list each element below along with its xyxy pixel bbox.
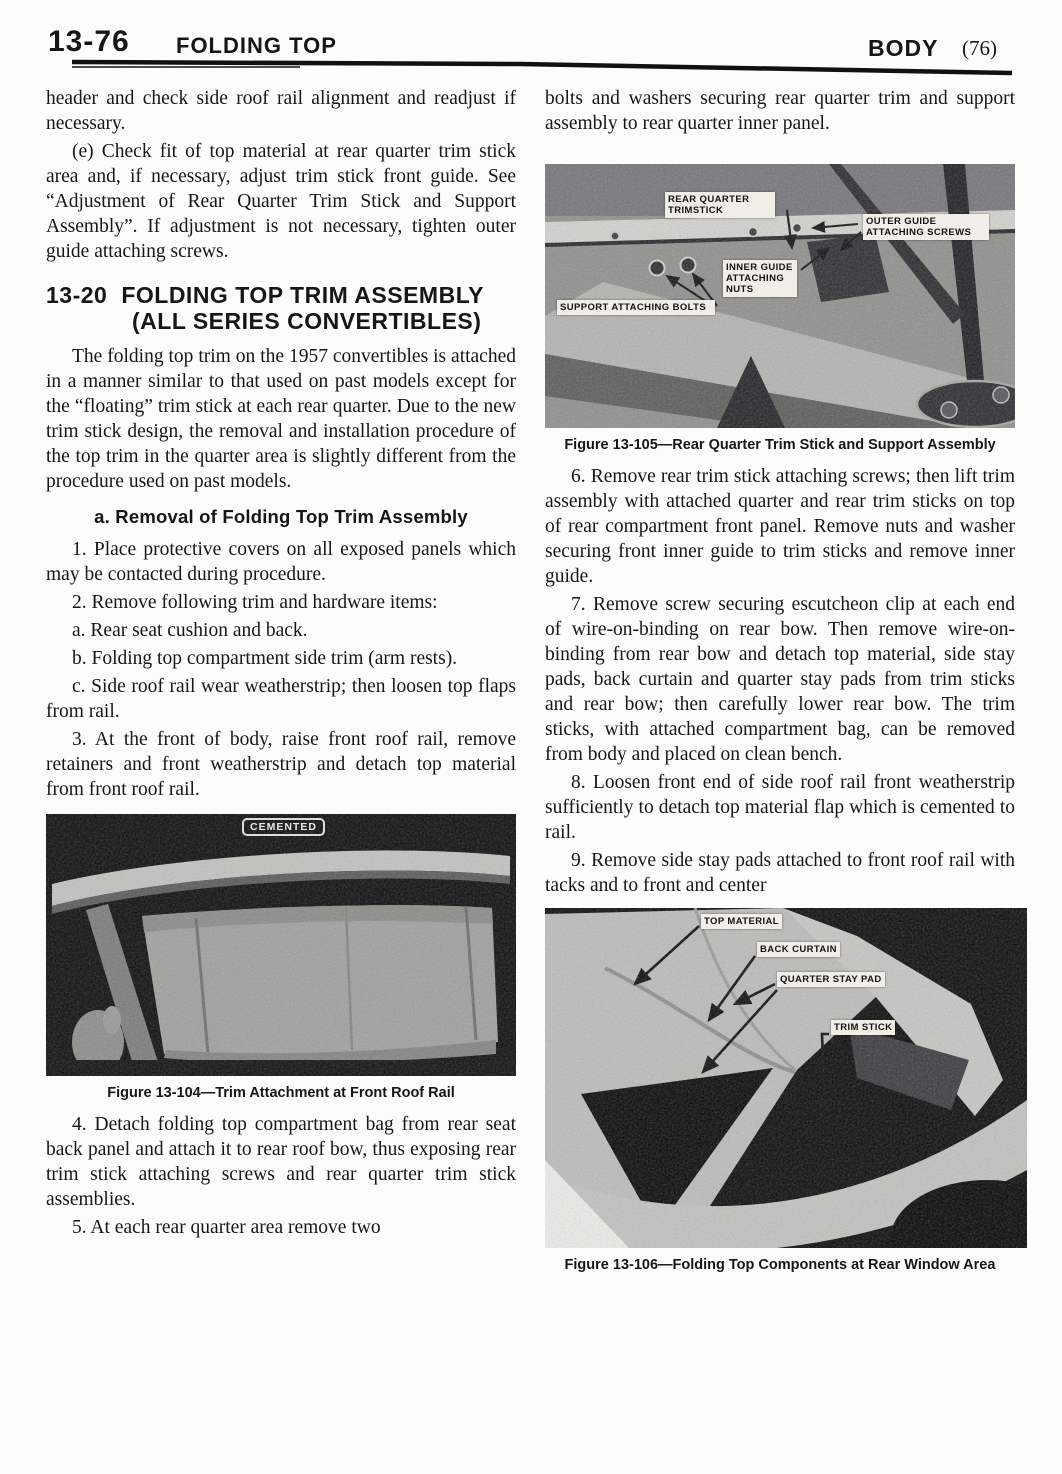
left-column: [46, 86, 516, 1243]
figure-13-106-photo: [545, 908, 1027, 1248]
photo-label-back-curtain: BACK CURTAIN: [757, 942, 840, 957]
list-item: 1. Place protective covers on all exposed panels which may be contacted during procedure.: [46, 539, 516, 585]
section-heading-13-20: [46, 282, 516, 334]
list-item: 4. Detach folding top compartment bag from rear seat back panel and attach it to rear roof bow, thus exposing rear trim stick attaching screws and rear quarter trim stick assemblies.: [46, 1114, 516, 1210]
page-section-title: FOLDING TOP: [176, 33, 337, 58]
list-item: 9. Remove side stay pads attached to front roof rail with tacks and to front and center: [545, 850, 1015, 896]
figure-13-105-caption: Figure 13-105—Rear Quarter Trim Stick and Support Assembly: [564, 437, 996, 453]
list-item: 3. At the front of body, raise front roof rail, remove retainers and front weatherstrip and detach top material from front roof rail.: [46, 729, 516, 800]
list-item: 8. Loosen front end of side roof rail front weatherstrip sufficiently to detach top material flap which is cemented to rail.: [545, 772, 1015, 843]
photo-label-trim-stick: TRIM STICK: [831, 1020, 895, 1035]
right-column: [545, 86, 1015, 1284]
page-section-code: 13-76: [48, 25, 130, 58]
list-item: 6. Remove rear trim stick attaching screws; then lift trim assembly with attached quarter and rear trim sticks on top of rear compartment front panel. Remove nuts and washer securing front inner guide to trim sticks and remove inner guide.: [545, 466, 1015, 587]
list-item: 5. At each rear quarter area remove two: [72, 1217, 381, 1238]
list-item: b. Folding top compartment side trim (arm rests).: [72, 648, 458, 669]
subsection-heading-a: a. Removal of Folding Top Trim Assembly: [94, 506, 468, 527]
paragraph: bolts and washers securing rear quarter trim and support assembly to rear quarter inner panel.: [545, 88, 1015, 134]
photo-label-outer-guide-attaching-screws: OUTER GUIDE ATTACHING SCREWS: [863, 214, 989, 240]
section-heading-number: 13-20: [46, 282, 108, 308]
list-item: 2. Remove following trim and hardware items:: [72, 592, 438, 613]
section-heading-line2: (ALL SERIES CONVERTIBLES): [132, 308, 482, 334]
photo-label-rear-quarter-trimstick: REAR QUARTER TRIMSTICK: [665, 192, 775, 218]
list-item: a. Rear seat cushion and back.: [72, 620, 308, 641]
figure-13-104-caption: Figure 13-104—Trim Attachment at Front Roof Rail: [107, 1085, 455, 1101]
photo-label-inner-guide-attaching-nuts: INNER GUIDE ATTACHING NUTS: [723, 260, 797, 297]
paragraph: header and check side roof rail alignment and readjust if necessary.: [46, 88, 516, 134]
list-item: 7. Remove screw securing escutcheon clip at each end of wire-on-binding on rear bow. Then remove wire-on-binding from rear bow and detach top material, side stay pads, back curtain and quarter stay pads from trim sticks and rear bow; then carefully lower rear bow. The trim sticks, with attached compartment bag, can be removed from body and placed on clean bench.: [545, 594, 1015, 765]
paragraph: The folding top trim on the 1957 convertibles is attached in a manner similar to that used on past models except for the “floating” trim stick at each rear quarter. Due to the new trim stick design, the removal and installation procedure of the top trim in the quarter area is slightly different from the procedure used on past models.: [46, 346, 516, 492]
chapter-title: BODY: [868, 35, 939, 61]
photo-label-quarter-stay-pad: QUARTER STAY PAD: [777, 972, 885, 987]
figure-13-106-caption: Figure 13-106—Folding Top Components at Rear Window Area: [564, 1257, 996, 1273]
photo-label-cemented: CEMENTED: [242, 818, 325, 836]
page-number: (76): [962, 36, 997, 60]
figure-13-105-photo: [545, 164, 1015, 428]
figure-13-104-photo: [46, 814, 516, 1076]
paragraph: (e) Check fit of top material at rear quarter trim stick area and, if necessary, adjust trim stick front guide. See “Adjustment of Rear Quarter Trim Stick and Support Assembly”. If adjustment is not necessary, tighten outer guide attaching screws.: [46, 141, 516, 262]
photo-label-top-material: TOP MATERIAL: [701, 914, 782, 929]
list-item: c. Side roof rail wear weatherstrip; then loosen top flaps from rail.: [46, 676, 516, 722]
section-heading-line1: FOLDING TOP TRIM ASSEMBLY: [121, 282, 484, 308]
photo-label-support-attaching-bolts: SUPPORT ATTACHING BOLTS: [557, 300, 715, 315]
